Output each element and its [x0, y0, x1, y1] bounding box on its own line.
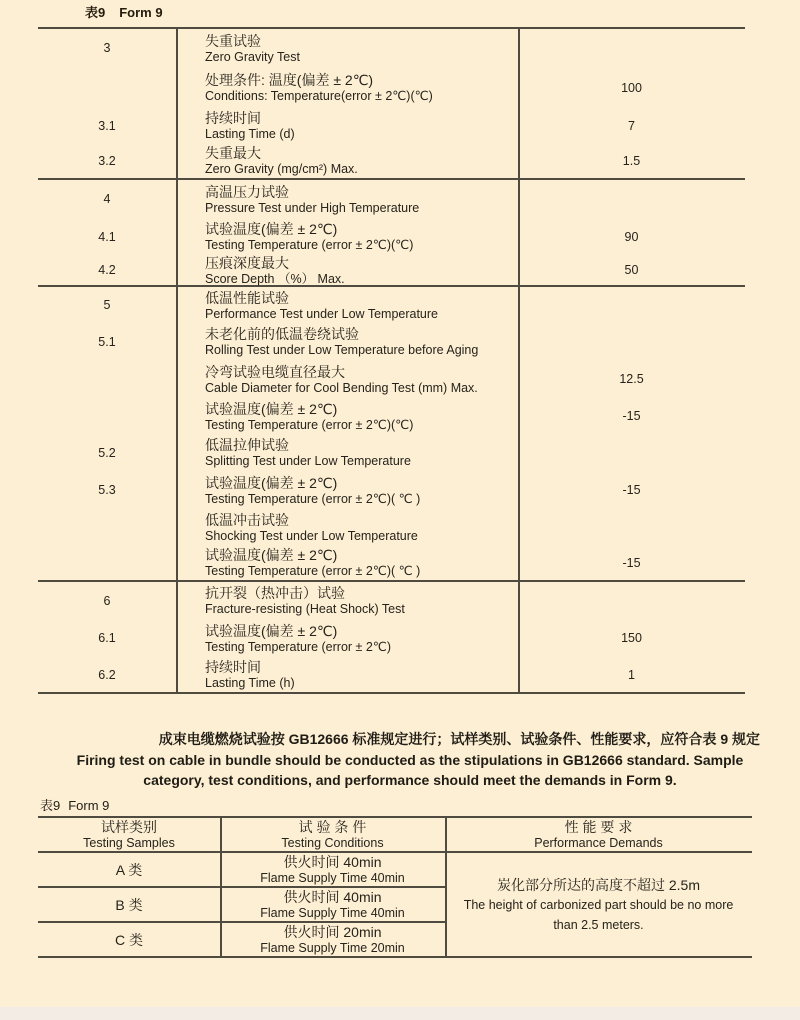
row-value: 50: [624, 263, 639, 277]
table-row: [38, 108, 745, 143]
row-number: 4.2: [98, 263, 116, 277]
performance-demand-cell: [445, 853, 752, 956]
test-name-zh: 失重最大: [205, 145, 261, 161]
test-name-en: Conditions: Temperature(error ± 2℃)(℃): [205, 89, 433, 103]
test-name-en: Testing Temperature (error ± 2℃)(℃): [205, 238, 414, 252]
form9-header-row: [38, 818, 752, 853]
test-description: [176, 363, 518, 396]
row-value: 1.5: [622, 153, 641, 168]
test-name-zh: 试验温度(偏差 ± 2℃): [205, 622, 338, 639]
test-name-zh: 低温冲击试验: [205, 511, 289, 528]
test-name-en: Lasting Time (d): [205, 127, 295, 141]
test-name-zh: 抗开裂（热冲击）试验: [205, 585, 345, 601]
test-name-en: Zero Gravity Test: [205, 49, 300, 64]
header-zh: 试样类别: [101, 818, 157, 835]
test-description: [176, 220, 518, 253]
table-caption-top-zh: 表9: [85, 5, 106, 20]
test-description: [176, 289, 518, 322]
condition-zh: 供火时间 40min: [283, 853, 382, 870]
header-testing-samples: [38, 818, 220, 851]
test-name-zh: 试验温度(偏差 ± 2℃): [205, 221, 338, 237]
test-description: [176, 436, 518, 469]
test-description: [176, 183, 518, 216]
row-value: -15: [622, 555, 641, 570]
header-en: Performance Demands: [534, 835, 663, 850]
test-name-en: Testing Temperature (error ± 2℃)( ℃ ): [205, 564, 421, 578]
test-name-zh: 持续时间: [205, 110, 261, 126]
row-number: 6.2: [98, 667, 116, 682]
table-caption-top: [85, 2, 163, 21]
condition-zh: 供火时间 20min: [283, 923, 382, 940]
test-condition: [220, 853, 445, 886]
table-row: [38, 218, 745, 255]
test-name-en: Shocking Test under Low Temperature: [205, 528, 418, 543]
test-name-zh: 处理条件: 温度(偏差 ± 2℃): [205, 72, 374, 88]
test-condition: [220, 888, 445, 921]
row-number: 5: [103, 298, 111, 312]
firing-test-note-zh: 成束电缆燃烧试验按 GB12666 标准规定进行；试样类别、试验条件、性能要求，应符合表 9 规定: [158, 731, 760, 747]
row-number: 5.2: [98, 445, 116, 460]
table-row: [38, 255, 745, 285]
test-description: [176, 474, 518, 507]
table-row: [38, 582, 745, 619]
test-name-en: Performance Test under Low Temperature: [205, 306, 438, 321]
test-description: [176, 658, 518, 691]
firing-test-note-en: Firing test on cable in bundle should be conducted as the stipulations in GB12666 standard. Sample category, test conditions, and performance should meet the demands in Form 9.: [76, 752, 744, 788]
table-caption-form9-en: Form 9: [68, 798, 110, 813]
test-name-zh: 低温拉伸试验: [205, 437, 289, 453]
header-performance-demands: [445, 818, 752, 851]
row-number: 3.2: [98, 153, 116, 168]
table-caption-top-en: Form 9: [119, 5, 163, 20]
test-name-en: Cable Diameter for Cool Bending Test (mm) Max.: [205, 380, 478, 395]
page-bottom-edge: [0, 1007, 800, 1020]
table-row: [38, 180, 745, 218]
row-value: -15: [622, 483, 641, 497]
test-description: [176, 400, 518, 433]
test-name-zh: 试验温度(偏差 ± 2℃): [205, 547, 338, 563]
test-description: [176, 144, 518, 177]
form9-body: [38, 853, 752, 956]
table-row: [38, 29, 745, 67]
row-number: 5.1: [98, 334, 116, 349]
test-name-zh: 低温性能试验: [205, 289, 289, 306]
test-name-en: Rolling Test under Low Temperature before Aging: [205, 343, 479, 357]
form9-table: [38, 816, 752, 958]
condition-en: Flame Supply Time 20min: [260, 940, 405, 955]
table-section-5: [38, 287, 745, 582]
test-description: [176, 254, 518, 287]
test-name-en: Testing Temperature (error ± 2℃): [205, 639, 392, 654]
test-name-en: Lasting Time (h): [205, 676, 295, 690]
condition-zh: 供火时间 40min: [283, 888, 382, 905]
table-caption-form9: [40, 795, 109, 814]
test-name-zh: 冷弯试验电缆直径最大: [205, 363, 345, 380]
condition-en: Flame Supply Time 40min: [260, 905, 405, 920]
sample-class: C 类: [115, 931, 143, 948]
column-divider: [220, 818, 222, 956]
form9-sample-rows: [38, 853, 445, 956]
header-testing-conditions: [220, 818, 445, 851]
table-row: [38, 434, 745, 471]
test-description: [176, 71, 518, 104]
row-value: 90: [624, 229, 639, 244]
test-name-en: Splitting Test under Low Temperature: [205, 454, 411, 468]
table-row: [38, 67, 745, 108]
test-name-en: Testing Temperature (error ± 2℃)( ℃ ): [205, 491, 421, 506]
table-section-6: [38, 582, 745, 692]
test-name-en: Fracture-resisting (Heat Shock) Test: [205, 602, 405, 616]
row-number: 5.3: [98, 483, 116, 497]
column-divider: [518, 29, 520, 692]
test-description: [176, 109, 518, 142]
table-row: [38, 360, 745, 398]
table-row: [38, 923, 445, 956]
test-name-zh: 试验温度(偏差 ± 2℃): [205, 474, 338, 491]
header-en: Testing Samples: [83, 835, 175, 850]
test-name-zh: 持续时间: [205, 659, 261, 675]
row-number: 4: [103, 192, 111, 206]
test-spec-table: [38, 27, 745, 694]
test-name-zh: 高温压力试验: [205, 183, 289, 200]
table-row: [38, 888, 445, 923]
table-row: [38, 619, 745, 657]
table-row: [38, 545, 745, 580]
test-description: [176, 622, 518, 655]
test-description: [176, 511, 518, 544]
sample-class: B 类: [115, 896, 143, 913]
test-name-zh: 失重试验: [205, 32, 261, 49]
performance-zh: 炭化部分所达的高度不超过 2.5m: [496, 876, 700, 893]
test-description: [176, 584, 518, 617]
header-en: Testing Conditions: [281, 835, 384, 850]
row-number: 6: [103, 593, 111, 608]
row-number: 6.1: [98, 631, 116, 645]
table-row: [38, 853, 445, 888]
table-row: [38, 398, 745, 434]
header-zh: 性 能 要 求: [564, 818, 633, 835]
table-caption-form9-zh: 表9: [40, 798, 61, 813]
column-divider: [176, 29, 178, 692]
test-name-en: Testing Temperature (error ± 2℃)(℃): [205, 417, 414, 432]
row-value: 7: [628, 118, 635, 133]
row-value: 1: [628, 667, 635, 682]
test-description: [176, 546, 518, 579]
table-row: [38, 323, 745, 360]
row-value: -15: [622, 409, 641, 423]
test-name-en: Pressure Test under High Temperature: [205, 200, 420, 215]
table-section-4: [38, 180, 745, 287]
test-name-en: Score Depth （%） Max.: [205, 271, 345, 286]
test-description: [176, 32, 518, 65]
table-row: [38, 657, 745, 692]
row-value: 12.5: [619, 372, 644, 386]
table-row: [38, 287, 745, 323]
table-section-3: [38, 29, 745, 180]
condition-en: Flame Supply Time 40min: [260, 870, 405, 885]
header-zh: 试 验 条 件: [298, 818, 367, 835]
test-description: [176, 325, 518, 358]
performance-en: The height of carbonized part should be no more than 2.5 meters.: [463, 897, 734, 932]
table-row: [38, 471, 745, 509]
row-number: 4.1: [98, 229, 116, 244]
row-number: 3: [103, 41, 111, 55]
firing-test-note: [60, 729, 760, 790]
row-number: 3.1: [98, 118, 116, 133]
table-row: [38, 143, 745, 178]
table-row: [38, 509, 745, 545]
row-value: 150: [621, 631, 642, 645]
row-value: 100: [621, 80, 642, 95]
test-condition: [220, 923, 445, 956]
column-divider: [445, 818, 447, 956]
test-name-zh: 未老化前的低温卷绕试验: [205, 326, 359, 342]
sample-class: A 类: [115, 861, 143, 878]
test-name-zh: 压痕深度最大: [205, 254, 289, 271]
test-name-en: Zero Gravity (mg/cm²) Max.: [205, 162, 358, 176]
test-name-zh: 试验温度(偏差 ± 2℃): [205, 400, 338, 417]
